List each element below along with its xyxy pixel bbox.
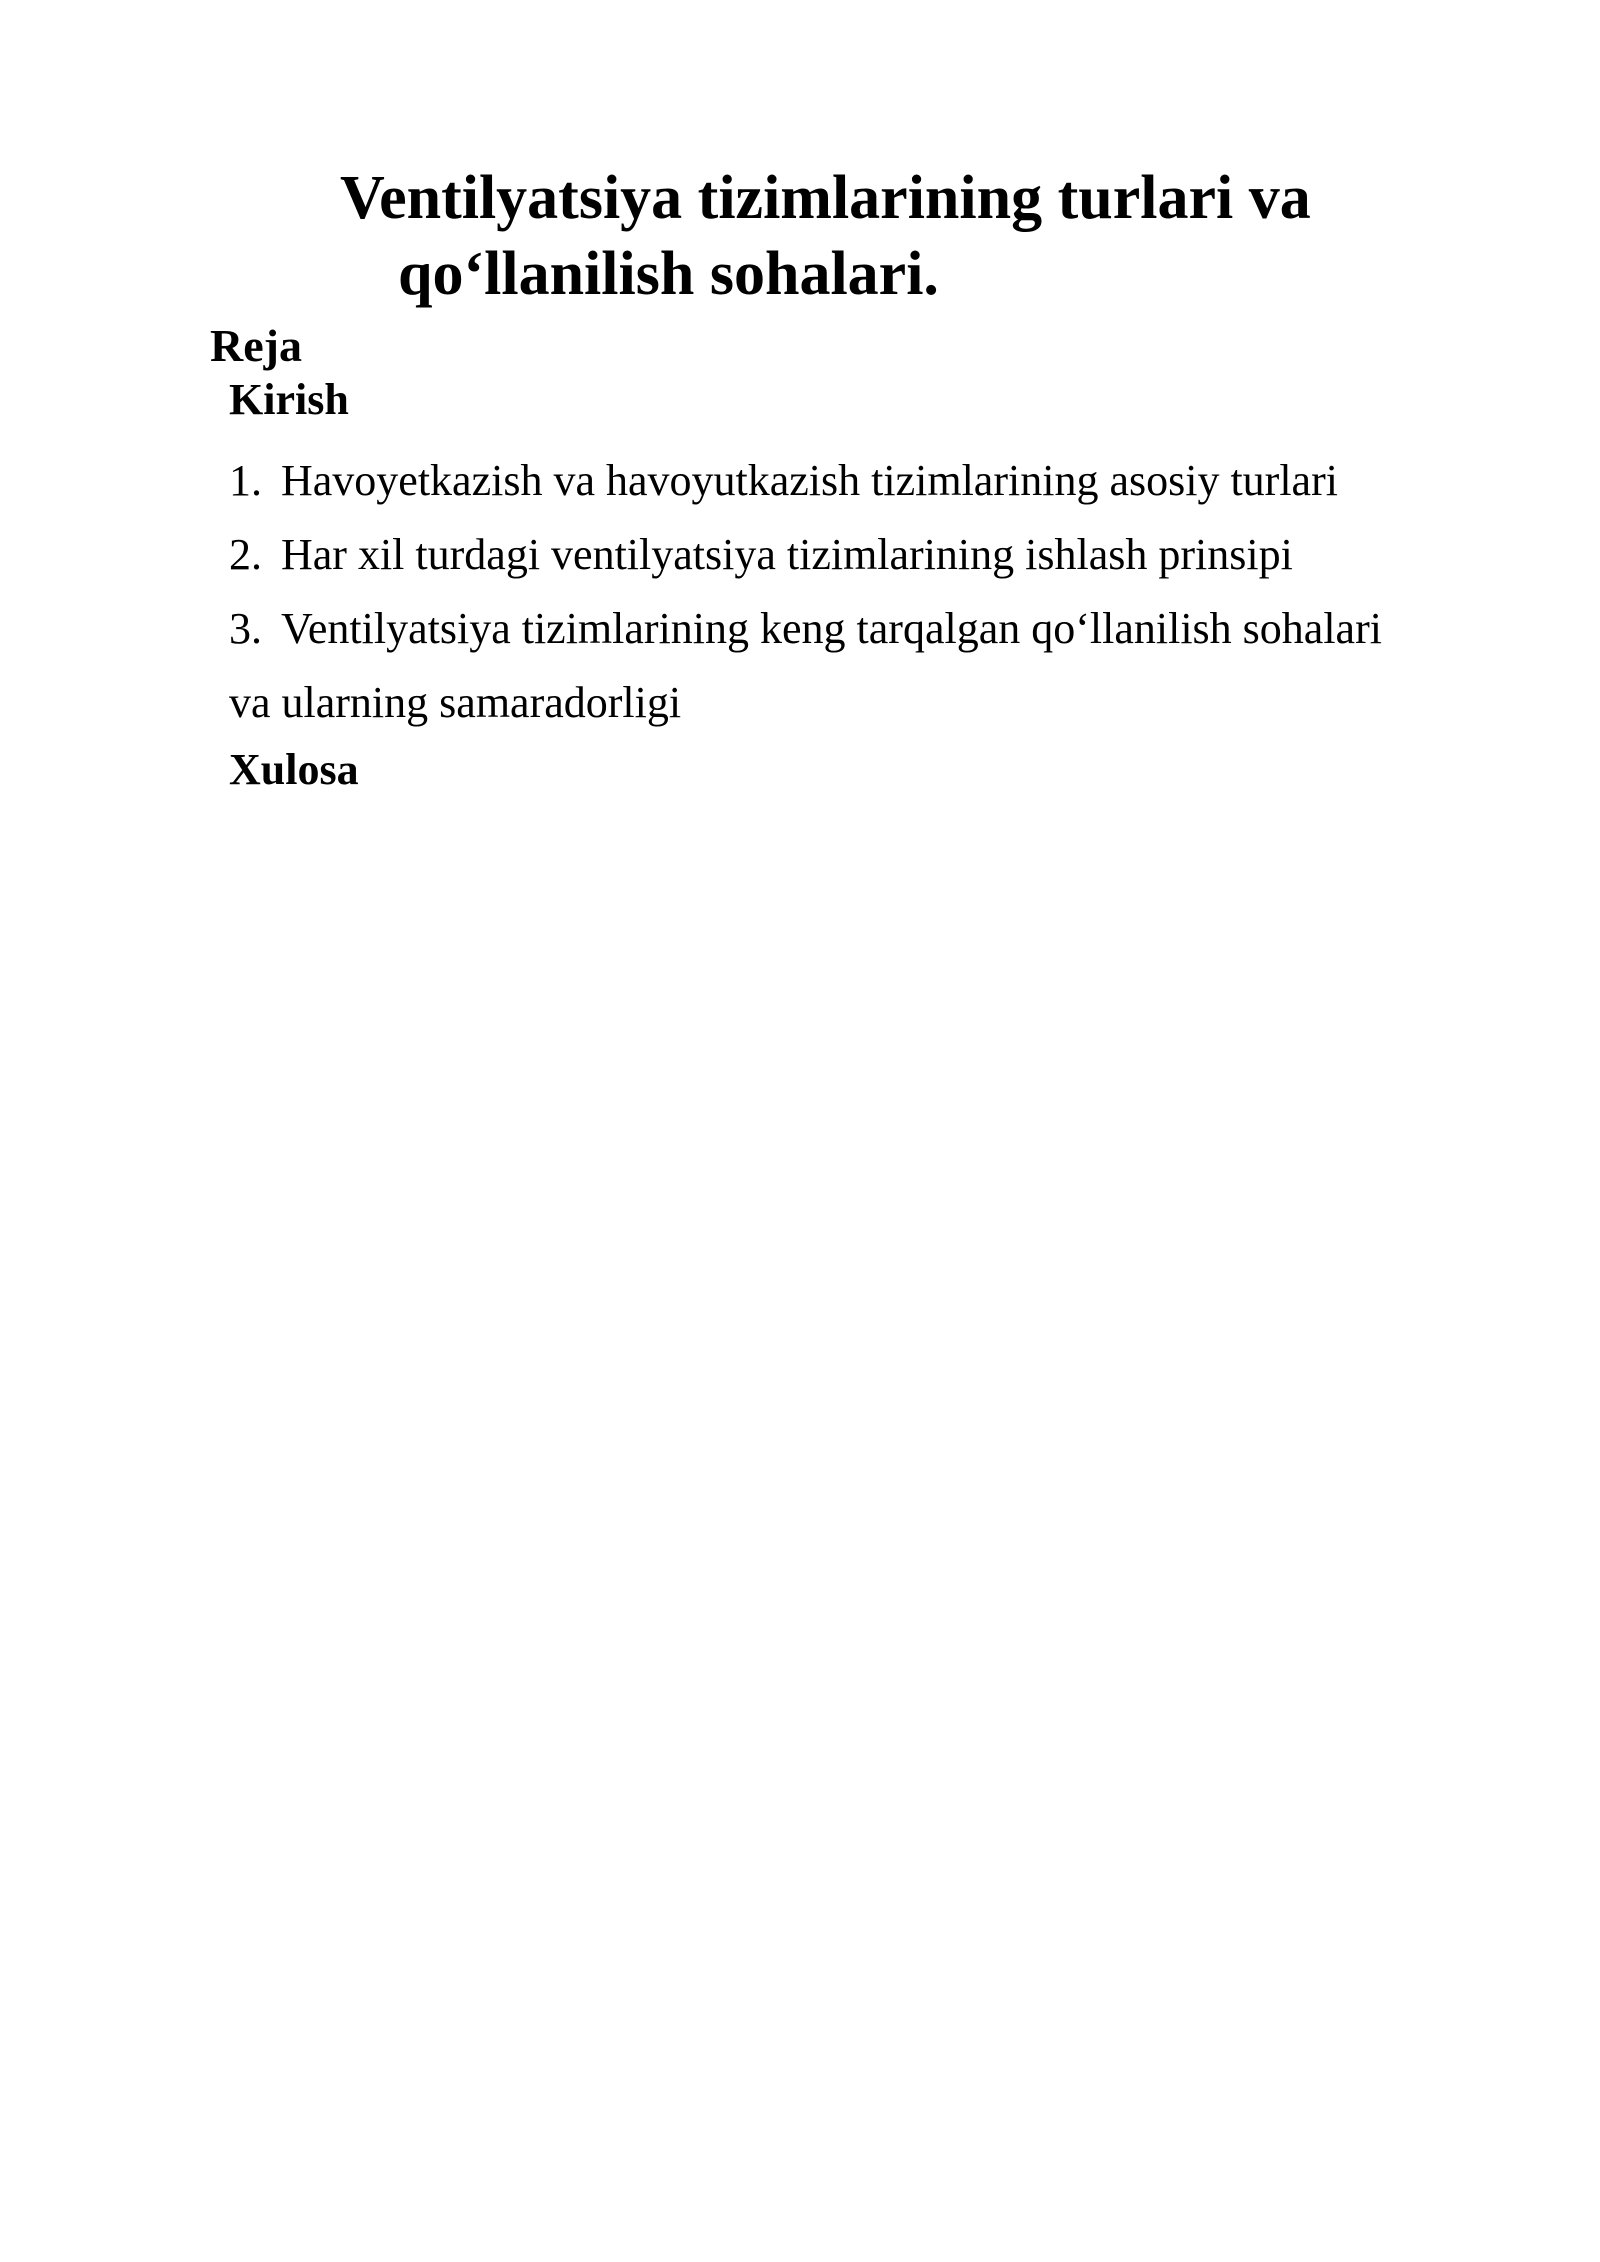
conclusion-heading: Xulosa <box>229 745 359 794</box>
title-line-1: Ventilyatsiya tizimlarining turlari va <box>340 164 1311 232</box>
plan-item-text: Har xil turdagi ventilyatsiya tizimlarining ishlash prinsipi <box>281 530 1293 579</box>
plan-item-3 <box>229 592 1469 666</box>
plan-item-number: 1. <box>229 456 262 505</box>
title-line-2: qo‘llanilish sohalari. <box>398 240 939 308</box>
plan-item-1 <box>229 444 1469 518</box>
plan-item-3-continuation: va ularning samaradorligi <box>229 678 682 727</box>
plan-item-text: Ventilyatsiya tizimlarining keng tarqalgan qo‘llanilish sohalari <box>281 604 1382 653</box>
plan-heading: Reja <box>210 320 302 371</box>
plan-list <box>229 444 1469 740</box>
plan-item-text: Havoyetkazish va havoyutkazish tizimlarining asosiy turlari <box>281 456 1338 505</box>
intro-heading: Kirish <box>229 375 349 424</box>
document-title <box>0 160 1600 312</box>
plan-item-number: 2. <box>229 530 262 579</box>
plan-item-number: 3. <box>229 604 262 653</box>
plan-item-2 <box>229 518 1469 592</box>
